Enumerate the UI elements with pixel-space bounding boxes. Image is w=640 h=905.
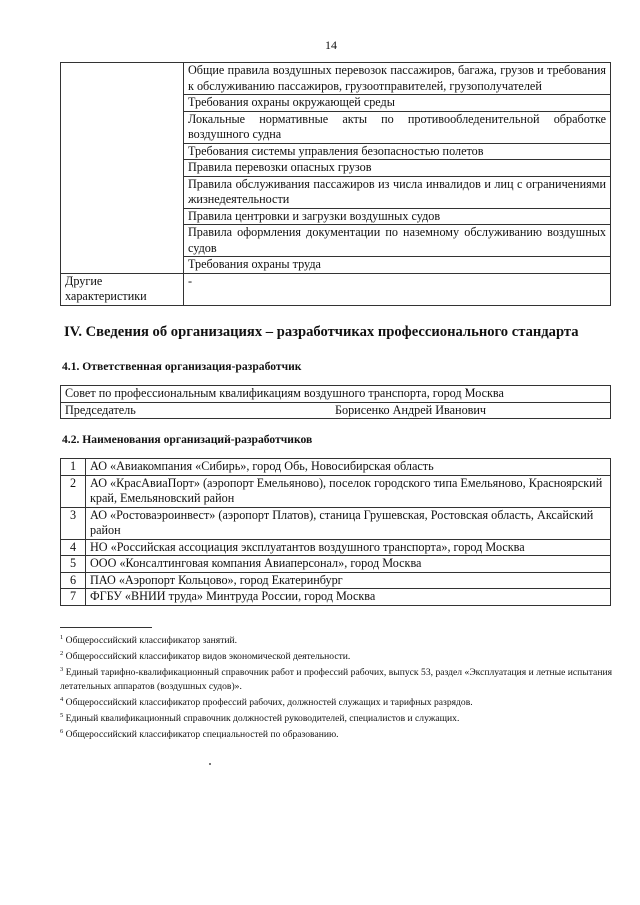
- requirement-item: Требования охраны окружающей среды: [184, 95, 611, 112]
- footnote-text: Общероссийский классификатор видов экономической деятельности.: [65, 651, 351, 663]
- footnote-separator: [60, 627, 152, 628]
- chair-label: Председатель: [61, 402, 332, 419]
- requirement-item: Общие правила воздушных перевозок пассажиров, багажа, грузов и требования к обслуживанию пассажиров, грузоотправителей, грузополучателей: [184, 63, 611, 95]
- footnote-mark: 2: [60, 650, 64, 658]
- requirement-item: Требования системы управления безопасностью полетов: [184, 143, 611, 160]
- developer-name: ФГБУ «ВНИИ труда» Минтруда России, город Москва: [86, 589, 611, 606]
- table-row: [61, 386, 611, 403]
- footnote: [60, 631, 612, 647]
- footnote-text: Единый тарифно-квалификационный справочник работ и профессий рабочих, выпуск 53, раздел «Эксплуатация и летные испытания летательных аппаратов (воздушных судов)».: [60, 667, 613, 692]
- footnote-text: Общероссийский классификатор занятий.: [65, 635, 238, 647]
- footnote-mark: 4: [60, 695, 64, 703]
- footnote: [60, 647, 612, 663]
- footnote: [60, 693, 612, 709]
- table-row: [61, 556, 611, 573]
- scan-speck: [209, 763, 211, 765]
- developers-table: [60, 458, 611, 606]
- requirement-item: Локальные нормативные акты по противообледенительной обработке воздушного судна: [184, 111, 611, 143]
- row-number: 2: [61, 475, 86, 507]
- table-row: [61, 273, 611, 305]
- requirements-table: [60, 62, 611, 306]
- responsible-org-table: [60, 385, 611, 419]
- footnote: [60, 709, 612, 725]
- requirement-item: Правила оформления документации по наземному обслуживанию воздушных судов: [184, 225, 611, 257]
- developer-name: ПАО «Аэропорт Кольцово», город Екатеринбург: [86, 572, 611, 589]
- row-number: 4: [61, 539, 86, 556]
- table-row: [61, 572, 611, 589]
- row-number: 3: [61, 507, 86, 539]
- row-number: 6: [61, 572, 86, 589]
- table-row: [61, 539, 611, 556]
- table-row: [61, 63, 611, 95]
- footnote-mark: 6: [60, 727, 64, 735]
- footnote-mark: 5: [60, 711, 64, 719]
- table-row: [61, 589, 611, 606]
- row-number: 1: [61, 459, 86, 476]
- empty-cell: [61, 63, 184, 274]
- developer-name: АО «Авиакомпания «Сибирь», город Обь, Новосибирская область: [86, 459, 611, 476]
- subsection-title-4-1: 4.1. Ответственная организация-разработчик: [62, 360, 302, 373]
- footnotes: [60, 631, 612, 741]
- developer-name: НО «Российская ассоциация эксплуатантов воздушного транспорта», город Москва: [86, 539, 611, 556]
- subsection-title-4-2: 4.2. Наименования организаций-разработчиков: [62, 433, 313, 446]
- footnote-mark: 1: [60, 634, 64, 641]
- table-row: [61, 402, 611, 419]
- developer-name: АО «КрасАвиаПорт» (аэропорт Емельяново), поселок городского типа Емельяново, Красноярский край, Емельяновский район: [86, 475, 611, 507]
- requirement-item: Правила перевозки опасных грузов: [184, 160, 611, 177]
- responsible-org: Совет по профессиональным квалификациям воздушного транспорта, город Москва: [61, 386, 611, 403]
- footnote-text: Общероссийский классификатор профессий рабочих, должностей служащих и тарифных разрядов.: [65, 696, 473, 708]
- page-number: 14: [325, 38, 337, 52]
- footnote-text: Единый квалификационный справочник должностей руководителей, специалистов и служащих.: [65, 712, 460, 724]
- footnote: [60, 663, 612, 692]
- developer-name: АО «Ростоваэроинвест» (аэропорт Платов), станица Грушевская, Ростовская область, Аксайский район: [86, 507, 611, 539]
- section-title: IV. Сведения об организациях – разработчиках профессионального стандарта: [64, 324, 579, 340]
- table-row: [61, 459, 611, 476]
- row-number: 5: [61, 556, 86, 573]
- requirement-item: Требования охраны труда: [184, 257, 611, 274]
- requirement-item: Правила обслуживания пассажиров из числа инвалидов и лиц с ограничениями жизнедеятельности: [184, 176, 611, 208]
- other-label: Другие характеристики: [61, 273, 184, 305]
- footnote: [60, 725, 612, 741]
- table-row: [61, 475, 611, 507]
- chair-name: Борисенко Андрей Иванович: [331, 402, 611, 419]
- footnote-text: Общероссийский классификатор специальностей по образованию.: [65, 729, 339, 741]
- requirement-item: Правила центровки и загрузки воздушных судов: [184, 208, 611, 225]
- developer-name: ООО «Консалтинговая компания Авиаперсонал», город Москва: [86, 556, 611, 573]
- table-row: [61, 507, 611, 539]
- other-value: -: [184, 273, 611, 305]
- footnote-mark: 3: [60, 666, 64, 674]
- row-number: 7: [61, 589, 86, 606]
